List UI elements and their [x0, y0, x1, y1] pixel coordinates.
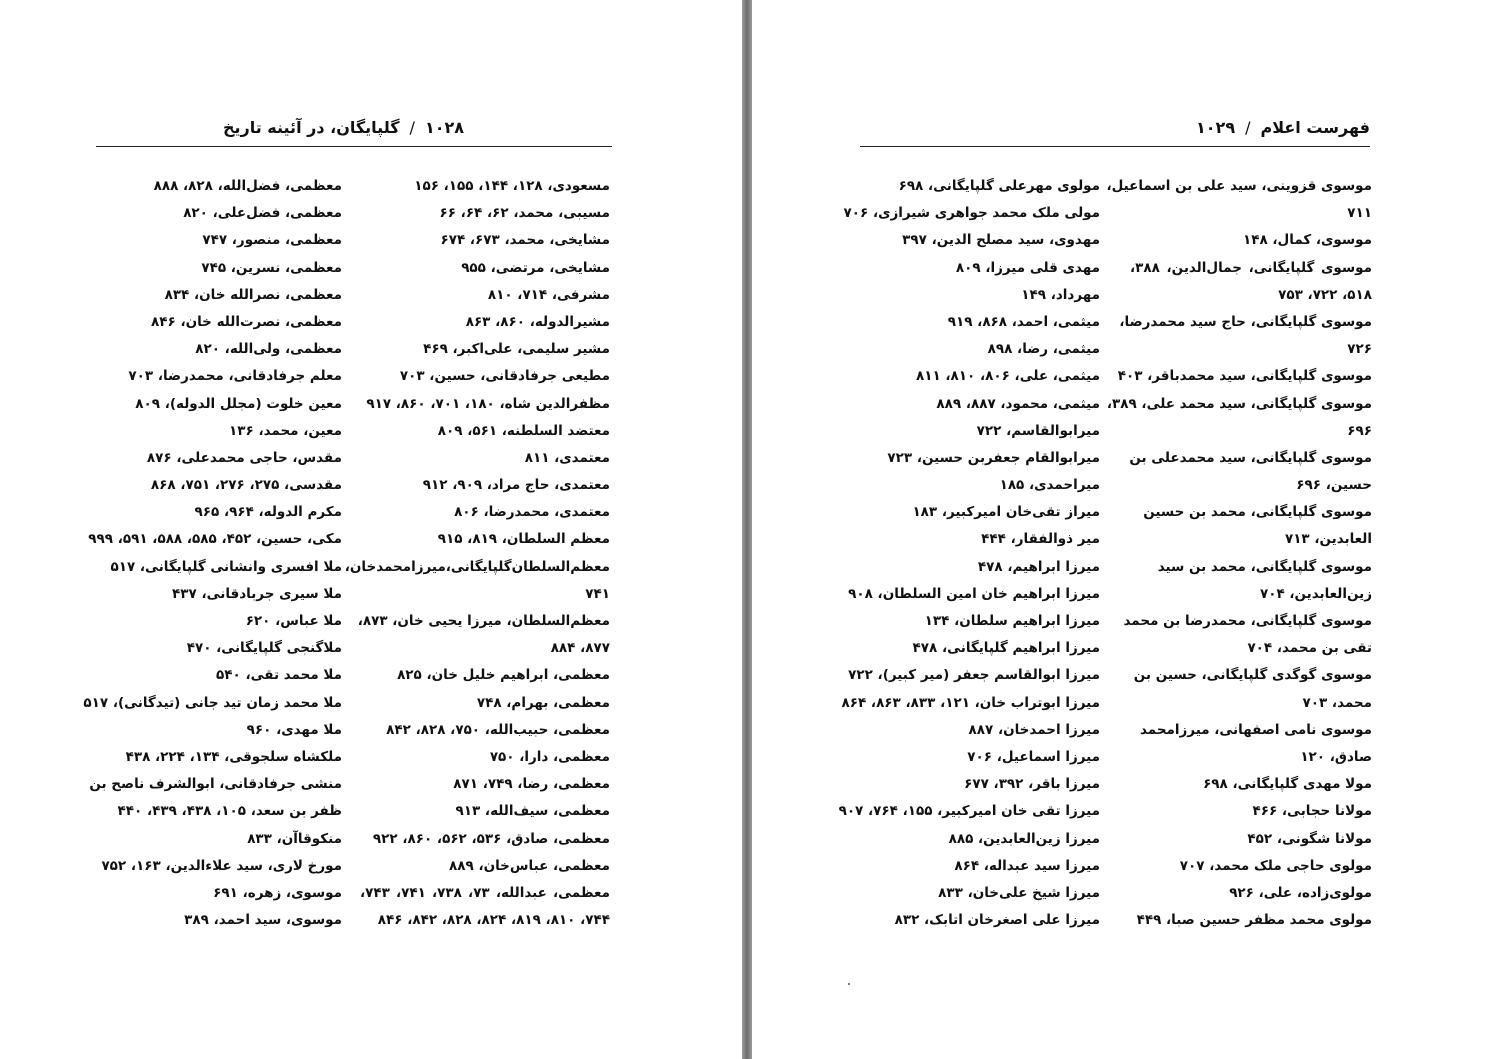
index-entry: مشیر سلیمی، علی‌اکبر، ۴۶۹ [423, 341, 610, 358]
index-entry: موسوی، سید احمد، ۳۸۹ [184, 912, 342, 929]
index-entry: معظم السلطان، ۸۱۹، ۹۱۵ [437, 531, 610, 548]
index-entry: میرزا احمدخان، ۸۸۷ [968, 721, 1100, 738]
index-entry: صادق، ۱۲۰ [1300, 748, 1372, 765]
index-column-left [838, 173, 1100, 934]
index-entry: مولی ملک محمد جواهری شیرازی، ۷۰۶ [843, 205, 1100, 222]
index-column-left [83, 173, 342, 934]
index-entry: معظمی، نصرالله خان، ۸۳۴ [164, 286, 342, 303]
header-rule [96, 146, 612, 147]
index-entry: ملا محمد تقی، ۵۴۰ [216, 667, 342, 684]
index-entry: معظمی، فضل‌علی، ۸۲۰ [183, 205, 342, 222]
index-entry: مشرفی، ۷۱۴، ۸۱۰ [487, 286, 610, 303]
index-entry: موسوی گلپایگانی، سید محمدعلی بن [1129, 449, 1372, 466]
index-entry: معظمی، نصرت‌الله خان، ۸۴۶ [151, 313, 342, 330]
index-entry: معظمی، نسرین، ۷۴۵ [201, 259, 342, 276]
index-entry: ۷۱۱ [1347, 205, 1372, 222]
index-entry: ظفر بن سعد، ۱۰۵، ۴۳۸، ۴۳۹، ۴۴۰ [117, 803, 342, 820]
index-entry: میثمی، علی، ۸۰۶، ۸۱۰، ۸۱۱ [915, 368, 1100, 385]
index-entry: مشیرالدوله، ۸۶۰، ۸۶۳ [465, 313, 610, 330]
index-entry: مولوی مهرعلی گلپایگانی، ۶۹۸ [898, 178, 1100, 194]
index-entry: موسوی نامی اصفهانی، میرزامحمد [1139, 721, 1372, 738]
index-entry: میرزا سید عبداله، ۸۶۴ [954, 857, 1100, 874]
index-entry: مهدی قلی میرزا، ۸۰۹ [955, 259, 1100, 276]
index-entry: ۸۷۷، ۸۸۴ [550, 640, 610, 657]
right-page-header [860, 118, 1370, 137]
index-entry: میرزا ابراهیم، ۴۷۸ [977, 558, 1100, 575]
index-entry: میرزا ابراهیم گلپایگانی، ۴۷۸ [912, 640, 1100, 657]
index-entry: ملاگنجی گلپایگانی، ۴۷۰ [186, 640, 342, 657]
index-entry: محمد، ۷۰۳ [1302, 694, 1372, 711]
index-entry: میرزا ابوتراب خان، ۱۲۱، ۸۳۳، ۸۶۳، ۸۶۴ [841, 694, 1100, 711]
index-entry: میرزا اسماعیل، ۷۰۶ [967, 748, 1100, 765]
index-entry: مسیبی، محمد، ۶۲، ۶۴، ۶۶ [439, 205, 610, 222]
index-entry: موسوی گلپایگانی، محمد بن سید [1157, 558, 1372, 575]
index-entry: میر ذوالفقار، ۴۴۴ [981, 531, 1100, 548]
index-entry: میرزا ابوالقاسم جعفر (میر کبیر)، ۷۲۲ [848, 667, 1100, 684]
index-entry: مقدسی، ۲۷۵، ۲۷۶، ۷۵۱، ۸۶۸ [150, 477, 342, 494]
index-entry: میرزا شیخ علی‌خان، ۸۳۳ [938, 884, 1100, 901]
index-entry: موسوی گلپایگانی، محمد بن حسین [1143, 504, 1372, 521]
index-entry: میثمی، رضا، ۸۹۸ [987, 341, 1100, 358]
index-entry: موسوی گلپایگانی، محمدرضا بن محمد [1123, 613, 1372, 629]
index-entry: مکرم الدوله، ۹۶۴، ۹۶۵ [194, 504, 342, 521]
index-entry: ملا عباس، ۶۲۰ [245, 613, 342, 629]
index-entry: ملا سیری جربادقانی، ۴۳۷ [172, 585, 342, 602]
index-entry: معین خلوت (مجلل الدوله)، ۸۰۹ [135, 395, 342, 412]
index-entry: مظفرالدین شاه، ۱۸۰، ۷۰۱، ۸۶۰، ۹۱۷ [366, 395, 610, 412]
index-entry: موسوی، زهره، ۶۹۱ [213, 884, 342, 901]
index-entry: معظم‌السلطان، میرزا یحیی خان، ۸۷۳، [357, 613, 610, 629]
index-entry: معتضد السلطنه، ۵۶۱، ۸۰۹ [437, 422, 610, 439]
index-entry: مولانا شگونی، ۴۵۲ [1247, 830, 1372, 847]
right-page [752, 0, 1498, 1059]
section-title: فهرست اعلام [1260, 118, 1370, 137]
index-entry: مطیعی جرفادقانی، حسین، ۷۰۳ [399, 368, 610, 385]
left-page [0, 0, 742, 1059]
index-entry: میراز تقی‌خان امیرکبیر، ۱۸۳ [912, 504, 1100, 521]
index-entry: مکی، حسین، ۴۵۲، ۵۸۵، ۵۸۸، ۵۹۱، ۹۹۹ [88, 531, 342, 548]
index-entry: معظمی، صادق، ۵۳۶، ۵۶۲، ۸۶۰، ۹۲۲ [372, 830, 610, 847]
index-entry: معظمی، ولی‌الله، ۸۲۰ [195, 341, 342, 358]
index-entry: میرزا زین‌العابدین، ۸۸۵ [948, 830, 1100, 847]
index-entry: مولانا حجابی، ۴۶۶ [1252, 803, 1372, 820]
index-entry: حسین، ۶۹۶ [1296, 477, 1372, 494]
header-separator: / [1245, 118, 1251, 137]
index-entry: مقدس، حاجی محمدعلی، ۸۷۶ [146, 449, 342, 466]
index-entry: موسوی گلپایگانی، سید محمد علی، ۳۸۹، [1106, 395, 1372, 412]
index-entry: ملا مهدی، ۹۶۰ [246, 721, 342, 738]
index-entry: ۵۱۸، ۷۲۲، ۷۵۳ [1278, 286, 1372, 303]
index-entry: میرابوالقام جعفربن حسین، ۷۲۳ [887, 449, 1100, 466]
index-entry: میراحمدی، ۱۸۵ [999, 477, 1100, 494]
index-entry: معظمی، ابراهیم خلیل خان، ۸۲۵ [397, 667, 610, 684]
index-entry: میرزا تقی خان امیرکبیر، ۱۵۵، ۷۶۴، ۹۰۷ [838, 803, 1100, 820]
index-entry: ۶۹۶ [1347, 422, 1372, 439]
index-entry: معین، محمد، ۱۳۶ [229, 422, 342, 439]
index-column-right [1106, 173, 1372, 934]
index-entry: معظمی، حبیب‌الله، ۷۵۰، ۸۲۸، ۸۴۲ [386, 721, 610, 738]
index-entry: معظمی، فضل‌الله، ۸۲۸، ۸۸۸ [153, 178, 342, 194]
index-entry: منکوقاآن، ۸۳۳ [247, 830, 342, 847]
paper-speck [848, 983, 850, 985]
index-entry: میرزا ابراهیم خان امین السلطان، ۹۰۸ [848, 585, 1100, 602]
index-entry: ۷۲۶ [1347, 341, 1372, 358]
index-entry: ملکشاه سلجوقی، ۱۳۴، ۲۲۴، ۴۳۸ [125, 748, 342, 765]
index-entry: ملا محمد زمان تید جانی (تیدگانی)، ۵۱۷ [83, 694, 342, 711]
index-entry: مولوی محمد مظفر حسین صبا، ۴۴۹ [1136, 912, 1372, 929]
index-entry: مهرداد، ۱۴۹ [1021, 286, 1100, 303]
index-entry: تقی بن محمد، ۷۰۴ [1247, 640, 1372, 657]
index-entry: منشی جرفادقانی، ابوالشرف ناصح بن [89, 776, 342, 793]
index-entry: موسوی گلپایگانی، سید محمدباقر، ۴۰۳ [1117, 368, 1372, 385]
book-gutter [742, 0, 752, 1059]
index-entry: معتمدی، حاج مراد، ۹۰۹، ۹۱۲ [422, 477, 610, 494]
index-entry: زین‌العابدین، ۷۰۴ [1259, 585, 1372, 602]
index-entry: مورخ لاری، سید علاءالدین، ۱۶۳، ۷۵۲ [101, 857, 342, 874]
index-entry: میرابوالقاسم، ۷۲۲ [976, 422, 1100, 439]
index-entry: معظمی، منصور، ۷۴۷ [202, 232, 342, 249]
index-entry: مهدوی، سید مصلح الدین، ۳۹۷ [902, 232, 1100, 249]
index-entry: ملا افسری وانشانی گلپایگانی، ۵۱۷ [110, 558, 342, 575]
index-entry: معتمدی، ۸۱۱ [524, 449, 610, 466]
index-entry: ۷۴۱ [585, 585, 610, 602]
index-entry: میثمی، احمد، ۸۶۸، ۹۱۹ [947, 313, 1100, 330]
index-entry: مولا مهدی گلپایگانی، ۶۹۸ [1203, 776, 1372, 793]
index-entry: معظمی، عباس‌خان، ۸۸۹ [449, 857, 610, 874]
index-entry: مولوی‌زاده، علی، ۹۲۶ [1229, 884, 1372, 901]
index-entry: ۷۴۴، ۸۱۰، ۸۱۹، ۸۲۴، ۸۲۸، ۸۴۲، ۸۴۶ [377, 912, 610, 929]
index-entry: میثمی، محمود، ۸۸۷، ۸۸۹ [936, 395, 1100, 412]
index-entry: موسوی گلپایگانی، حاج سید محمدرضا، [1119, 313, 1372, 330]
index-entry: موسوی قزوینی، سید علی بن اسماعیل، [1106, 178, 1372, 194]
page-number: ۱۰۲۹ [1196, 118, 1236, 137]
index-entry: مولوی حاجی ملک محمد، ۷۰۷ [1179, 857, 1372, 874]
index-column-right [344, 173, 610, 934]
page-number: ۱۰۲۸ [424, 118, 464, 137]
index-entry: معلم جرفادقانی، محمدرضا، ۷۰۳ [128, 368, 342, 385]
index-entry: میرزا علی اصغرخان اتابک، ۸۳۲ [894, 912, 1100, 929]
index-entry: موسوی، کمال، ۱۴۸ [1242, 232, 1372, 249]
header-separator: / [409, 118, 415, 137]
index-entry: میرزا باقر، ۳۹۲، ۶۷۷ [964, 776, 1100, 793]
index-entry: معظمی، رضا، ۷۴۹، ۸۷۱ [453, 776, 610, 793]
header-rule [860, 146, 1370, 147]
index-entry: معظم‌السلطان‌گلپایگانی،میرزامحمدخان، [344, 558, 610, 575]
index-entry: مسعودی، ۱۲۸، ۱۴۴، ۱۵۵، ۱۵۶ [414, 178, 610, 194]
index-entry: معظمی، دارا، ۷۵۰ [489, 748, 610, 765]
index-entry: معظمی، عبدالله، ۷۳، ۷۳۸، ۷۴۱، ۷۴۳، [360, 884, 610, 901]
index-entry: العابدین، ۷۱۳ [1284, 531, 1372, 548]
index-entry: مشایخی، مرتضی، ۹۵۵ [461, 259, 610, 276]
index-entry: موسوی گوگدی گلپایگانی، حسین بن [1133, 667, 1372, 684]
index-entry: میرزا ابراهیم سلطان، ۱۳۴ [924, 613, 1100, 629]
index-entry: معظمی، سیف‌الله، ۹۱۳ [455, 803, 610, 820]
index-entry: معظمی، بهرام، ۷۴۸ [476, 694, 610, 711]
index-entry: معتمدی، محمدرضا، ۸۰۶ [454, 504, 610, 521]
index-entry: موسوی گلپایگانی، جمال‌الدین، ۳۸۸، [1130, 259, 1372, 276]
book-title: گلپایگان، در آئینه تاریخ [222, 118, 400, 137]
left-page-header [96, 118, 464, 137]
index-entry: مشایخی، محمد، ۶۷۳، ۶۷۴ [440, 232, 610, 249]
